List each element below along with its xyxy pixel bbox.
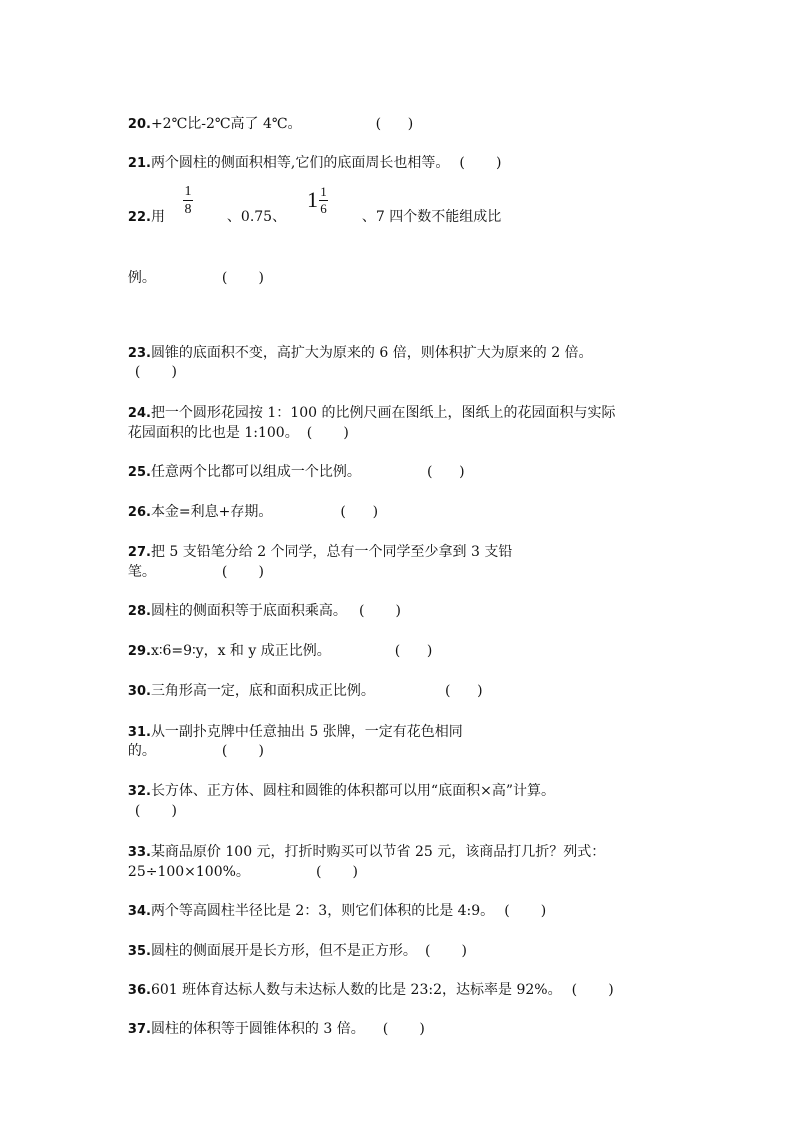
mixed-number xyxy=(307,185,331,219)
fraction-numerator: 1 xyxy=(320,184,327,199)
question-number: 20. xyxy=(127,117,151,132)
question-text: 某商品原价 100 元，打折时购买可以节省 25 元，该商品打几折？列式： xyxy=(150,844,606,860)
question-number: 33. xyxy=(127,845,151,860)
question-text: 三角形高一定，底和面积成正比例。 xyxy=(150,683,375,699)
question-text-middle: 、0.75、 xyxy=(226,209,287,225)
question-33-line2 xyxy=(119,845,358,881)
question-text: 圆柱的体积等于圆锥体积的 3 倍。 xyxy=(150,1021,365,1037)
answer-blank[interactable]: ( ) xyxy=(426,464,465,480)
answer-blank[interactable]: ( ) xyxy=(571,982,614,998)
question-29 xyxy=(119,624,432,661)
question-number: 24. xyxy=(127,406,151,421)
mixed-number-fraction xyxy=(319,185,328,216)
question-text: 本金=利息+存期。 xyxy=(150,504,273,520)
question-text: x∶6=9∶y，x 和 y 成正比例。 xyxy=(150,643,331,659)
question-text: 圆柱的侧面展开是长方形，但不是正方形。 xyxy=(150,943,417,959)
question-text: 两个圆柱的侧面积相等,它们的底面周长也相等。 xyxy=(150,155,450,171)
question-23-blank xyxy=(126,345,177,381)
question-text-suffix: 、7 四个数不能组成比 xyxy=(361,209,502,225)
question-31-line2 xyxy=(119,724,264,760)
answer-blank[interactable]: ( ) xyxy=(504,903,547,919)
question-text: 任意两个比都可以组成一个比例。 xyxy=(150,464,361,480)
question-number: 29. xyxy=(127,644,151,659)
question-number: 25. xyxy=(127,465,151,480)
question-number: 27. xyxy=(127,545,151,560)
answer-blank[interactable]: ( ) xyxy=(221,564,264,580)
fraction-numerator: 1 xyxy=(184,184,192,199)
question-32 xyxy=(119,764,555,801)
question-number: 32. xyxy=(127,784,151,799)
question-text-continued: 花园面积的比也是 1:100。 xyxy=(127,425,299,441)
question-text: 两个等高圆柱半径比是 2：3，则它们体积的比是 4:9。 xyxy=(150,903,495,919)
question-number: 35. xyxy=(127,944,151,959)
question-21 xyxy=(119,136,501,173)
question-number: 36. xyxy=(127,983,151,998)
answer-blank[interactable]: ( ) xyxy=(382,1021,425,1037)
question-text-continued: 例。 xyxy=(127,270,156,286)
answer-blank[interactable]: ( ) xyxy=(444,683,483,699)
question-number: 26. xyxy=(127,505,151,520)
fraction-one-eighth xyxy=(183,184,193,217)
question-text: +2℃比-2℃高了 4℃。 xyxy=(150,116,302,132)
answer-blank[interactable]: ( ) xyxy=(221,743,264,759)
question-number: 30. xyxy=(127,684,151,699)
question-text-continued: 笔。 xyxy=(127,564,156,580)
answer-blank[interactable]: ( ) xyxy=(306,425,349,441)
question-text: 圆锥的底面积不变，高扩大为原来的 6 倍，则体积扩大为原来的 2 倍。 xyxy=(150,345,593,361)
question-number: 22. xyxy=(127,210,151,225)
question-text: 把一个圆形花园按 1：100 的比例尺画在图纸上，图纸上的花园面积与实际 xyxy=(150,405,616,421)
question-text: 601 班体育达标人数与未达标人数的比是 23:2，达标率是 92%。 xyxy=(150,982,562,998)
question-number: 31. xyxy=(127,725,151,740)
question-number: 34. xyxy=(127,904,151,919)
question-37 xyxy=(119,1002,425,1039)
question-36 xyxy=(119,963,614,1000)
question-26 xyxy=(119,485,378,522)
question-25 xyxy=(119,445,465,482)
question-22-middle xyxy=(218,190,286,226)
question-text-continued: 的。 xyxy=(127,743,156,759)
question-22-line2 xyxy=(119,251,264,287)
answer-blank[interactable]: ( ) xyxy=(394,643,433,659)
question-27-line2 xyxy=(119,545,264,581)
fraction-bar xyxy=(183,200,193,201)
answer-blank[interactable]: ( ) xyxy=(459,155,502,171)
answer-blank[interactable]: ( ) xyxy=(340,504,379,520)
answer-blank[interactable]: ( ) xyxy=(358,603,402,619)
question-34 xyxy=(119,884,546,921)
question-23 xyxy=(119,326,593,363)
question-22-suffix xyxy=(353,190,501,226)
answer-blank[interactable]: ( ) xyxy=(315,864,359,880)
question-28 xyxy=(119,584,401,621)
question-text: 长方体、正方体、圆柱和圆锥的体积都可以用“底面积×高”计算。 xyxy=(150,783,555,799)
question-text: 从一副扑克牌中任意抽出 5 张牌，一定有花色相同 xyxy=(150,724,463,740)
question-text: 把 5 支铅笔分给 2 个同学，总有一个同学至少拿到 3 支铅 xyxy=(150,544,513,560)
question-text-continued: 25÷100×100%。 xyxy=(127,864,250,880)
answer-blank[interactable]: ( ) xyxy=(375,116,414,132)
question-number: 21. xyxy=(127,156,151,171)
answer-blank[interactable]: ( ) xyxy=(134,364,177,380)
question-number: 23. xyxy=(127,346,151,361)
question-30 xyxy=(119,664,483,701)
answer-blank[interactable]: ( ) xyxy=(221,270,264,286)
mixed-number-whole: 1 xyxy=(307,187,318,212)
question-35 xyxy=(119,924,467,961)
question-22 xyxy=(119,190,165,227)
fraction-denominator: 8 xyxy=(184,202,192,217)
question-32-blank xyxy=(126,784,177,820)
question-24-line2 xyxy=(119,406,349,442)
question-20 xyxy=(119,97,413,134)
question-number: 37. xyxy=(127,1022,151,1037)
question-text: 圆柱的侧面积等于底面积乘高。 xyxy=(150,603,347,619)
question-text-prefix: 用 xyxy=(150,209,165,225)
fraction-denominator: 6 xyxy=(320,201,327,216)
answer-blank[interactable]: ( ) xyxy=(134,803,177,819)
question-number: 28. xyxy=(127,604,151,619)
answer-blank[interactable]: ( ) xyxy=(424,943,468,959)
